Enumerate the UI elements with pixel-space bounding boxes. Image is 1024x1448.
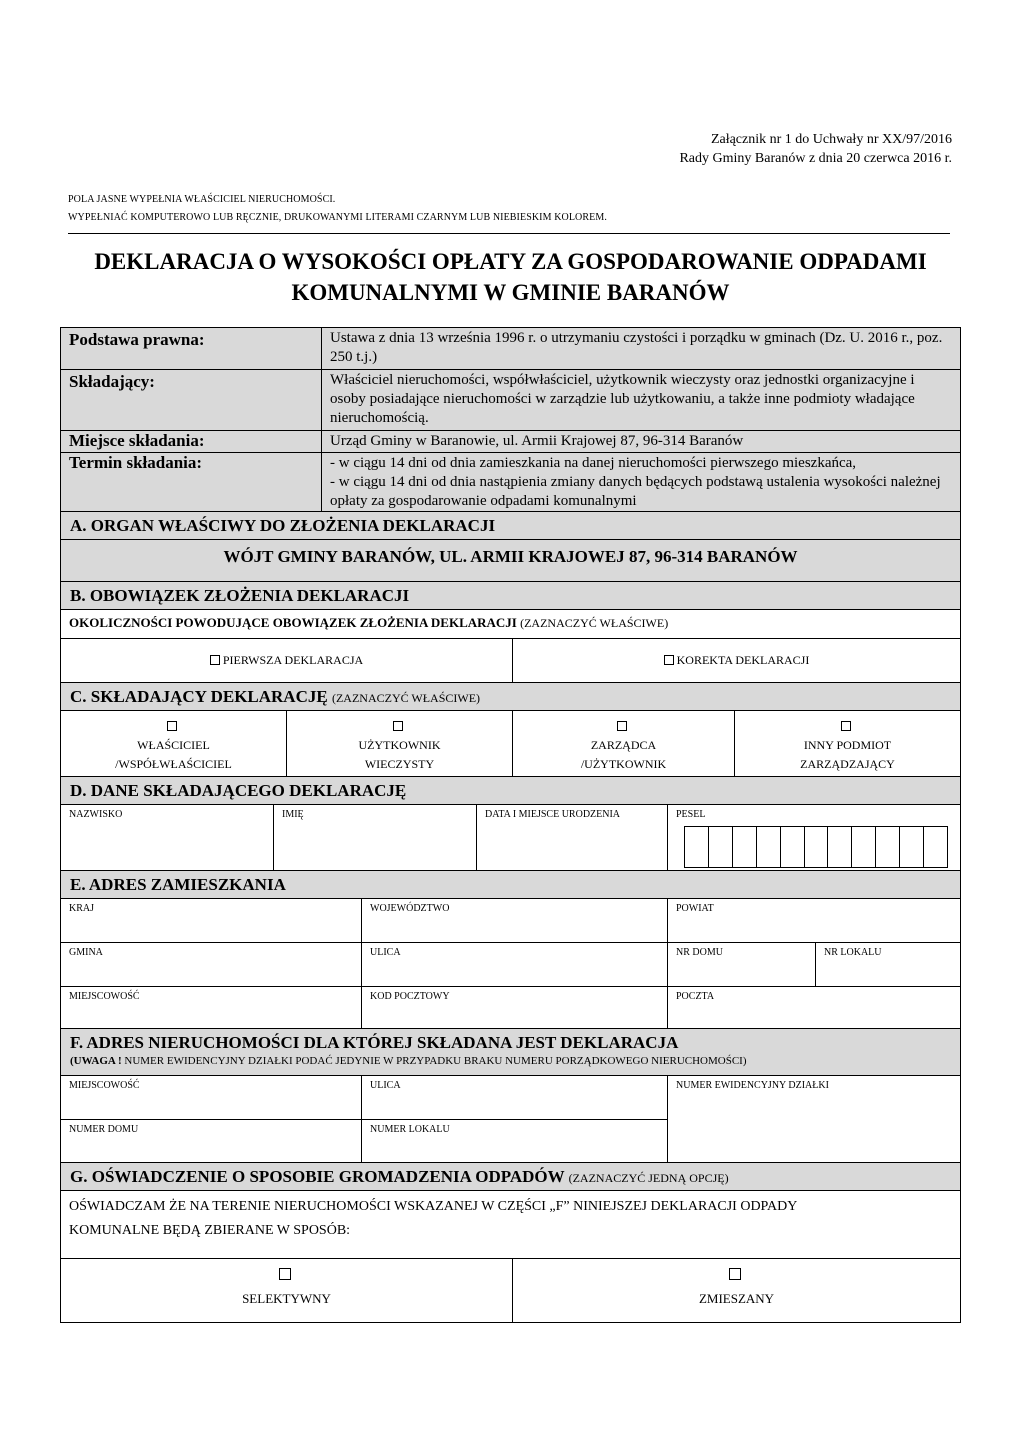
field-pesel[interactable] xyxy=(667,805,960,870)
podstawa-value: Ustawa z dnia 13 września 1996 r. o utrzymaniu czystości i porządku w gminach (Dz. U. 2016 r., poz. 250 t.j.) xyxy=(321,328,960,369)
field-kod-label: KOD POCZTOWY xyxy=(370,991,450,1002)
section-f-note-text: NUMER EWIDENCYJNY DZIAŁKI PODAĆ JEDYNIE W PRZYPADKU BRAKU NUMERU PORZĄDKOWEGO NIERUCHOMOŚCI) xyxy=(121,1055,747,1067)
field-poczta-label: POCZTA xyxy=(676,991,715,1002)
section-b-header xyxy=(61,581,960,609)
title-line-2: KOMUNALNYMI W GMINIE BARANÓW xyxy=(291,280,730,305)
field-f-numer-domu-label: NUMER DOMU xyxy=(69,1124,139,1135)
termin-value-2: - w ciągu 14 dni od dnia nastąpienia zmiany danych będących podstawą ustalenia wysokości należnej opłaty za gospodarowanie odpadami komunalnymi xyxy=(330,474,941,509)
row-termin xyxy=(61,452,960,511)
annex-note xyxy=(679,130,952,168)
instruction-line-2: WYPEŁNIAĆ KOMPUTEROWO LUB RĘCZNIE, DRUKOWANYMI LITERAMI CZARNYM LUB NIEBIESKIM KOLOREM. xyxy=(68,212,607,223)
field-f-miejscowosc[interactable] xyxy=(61,1076,361,1119)
field-imie[interactable] xyxy=(273,805,476,870)
option-wlasciciel[interactable] xyxy=(61,711,286,776)
section-g-note: (ZAZNACZYĆ JEDNĄ OPCJĘ) xyxy=(568,1171,729,1185)
checkbox-selektywny[interactable] xyxy=(279,1268,291,1280)
checkbox-inny[interactable] xyxy=(841,721,851,731)
section-f-heading-wrap xyxy=(61,1029,960,1075)
section-d-heading: D. DANE SKŁADAJĄCEGO DEKLARACJĘ xyxy=(70,781,407,800)
section-f-row-1 xyxy=(61,1076,667,1120)
field-miejscowosc-label: MIEJSCOWOŚĆ xyxy=(69,991,140,1002)
section-f-heading: F. ADRES NIERUCHOMOŚCI DLA KTÓREJ SKŁADANA JEST DEKLARACJA xyxy=(70,1033,679,1052)
section-g-text-2: KOMUNALNE BĘDĄ ZBIERANE W SPOSÓB: xyxy=(69,1223,351,1238)
section-g-options xyxy=(61,1258,960,1322)
checkbox-pierwsza[interactable] xyxy=(210,655,220,665)
section-f-left xyxy=(61,1076,667,1162)
field-f-numer-domu[interactable] xyxy=(61,1120,361,1162)
row-podstawa xyxy=(61,328,960,369)
option-wlasciciel-line-2: /WSPÓŁWŁAŚCICIEL xyxy=(115,757,232,771)
section-b-heading: B. OBOWIĄZEK ZŁOŻENIA DEKLARACJI xyxy=(70,586,410,605)
field-nazwisko-label: NAZWISKO xyxy=(69,809,123,820)
field-powiat[interactable] xyxy=(667,899,960,942)
section-g-text-row xyxy=(61,1190,960,1258)
section-a-header xyxy=(61,511,960,539)
field-miejscowosc[interactable] xyxy=(61,987,361,1028)
option-zmieszany-label: ZMIESZANY xyxy=(698,1291,775,1306)
field-nazwisko[interactable] xyxy=(61,805,273,870)
checkbox-zmieszany[interactable] xyxy=(729,1268,741,1280)
option-selektywny[interactable] xyxy=(61,1259,512,1322)
field-data-label: DATA I MIEJSCE URODZENIA xyxy=(485,809,621,820)
section-a-value-row xyxy=(61,539,960,581)
row-miejsce xyxy=(61,430,960,452)
termin-value xyxy=(321,453,960,511)
podstawa-label: Podstawa prawna: xyxy=(69,330,205,349)
checkbox-uzytkownik[interactable] xyxy=(393,721,403,731)
field-f-ulica-label: ULICA xyxy=(370,1080,401,1091)
option-zarzadca-line-1: ZARZĄDCA xyxy=(590,738,657,752)
page-title xyxy=(60,246,961,308)
option-zarzadca-line-2: /UŻYTKOWNIK xyxy=(580,757,667,771)
checkbox-wlasciciel[interactable] xyxy=(167,721,177,731)
section-c-heading: C. SKŁADAJĄCY DEKLARACJĘ xyxy=(70,687,328,706)
field-wojewodztwo[interactable] xyxy=(361,899,667,942)
field-wojewodztwo-label: WOJEWÓDZTWO xyxy=(370,903,450,914)
field-nr-domu[interactable] xyxy=(667,943,815,986)
section-a-heading: A. ORGAN WŁAŚCIWY DO ZŁOŻENIA DEKLARACJI xyxy=(70,516,496,535)
section-b-sub-text: OKOLICZNOŚCI POWODUJĄCE OBOWIĄZEK ZŁOŻENIA DEKLARACJI xyxy=(69,615,517,630)
section-f-note xyxy=(70,1053,951,1069)
section-f-header xyxy=(61,1028,960,1075)
option-inny[interactable] xyxy=(734,711,960,776)
section-b-sub xyxy=(61,610,960,638)
section-c-options xyxy=(61,710,960,776)
checkbox-zarzadca[interactable] xyxy=(617,721,627,731)
option-zmieszany[interactable] xyxy=(512,1259,960,1322)
section-e-header xyxy=(61,870,960,898)
field-pesel-label: PESEL xyxy=(676,809,706,820)
field-kod-pocztowy[interactable] xyxy=(361,987,667,1028)
section-f-note-bold: (UWAGA ! xyxy=(70,1055,122,1067)
section-g-heading: G. OŚWIADCZENIE O SPOSOBIE GROMADZENIA ODPADÓW xyxy=(70,1167,565,1186)
option-zarzadca[interactable] xyxy=(512,711,734,776)
option-uzytkownik[interactable] xyxy=(286,711,512,776)
field-data-urodzenia[interactable] xyxy=(476,805,667,870)
field-powiat-label: POWIAT xyxy=(676,903,714,914)
pesel-grid[interactable] xyxy=(684,826,948,868)
section-e-row-1 xyxy=(61,898,960,942)
section-b-options xyxy=(61,638,960,682)
field-f-numer-lokalu[interactable] xyxy=(361,1120,667,1162)
section-g-header xyxy=(61,1162,960,1190)
section-f-row-2 xyxy=(61,1120,667,1162)
section-g-heading-wrap xyxy=(61,1163,960,1190)
field-imie-label: IMIĘ xyxy=(282,809,304,820)
row-skladajacy xyxy=(61,369,960,430)
section-f-fields xyxy=(61,1075,960,1162)
option-uzytkownik-line-1: UŻYTKOWNIK xyxy=(358,738,441,752)
option-wlasciciel-line-1: WŁAŚCICIEL xyxy=(137,738,210,752)
section-d-header xyxy=(61,776,960,804)
section-d-fields xyxy=(61,804,960,870)
option-pierwsza[interactable] xyxy=(61,639,512,682)
option-korekta-label: KOREKTA DEKLARACJI xyxy=(676,653,810,667)
section-e-row-2 xyxy=(61,942,960,986)
field-kraj[interactable] xyxy=(61,899,361,942)
section-c-note: (ZAZNACZYĆ WŁAŚCIWE) xyxy=(331,691,481,705)
miejsce-label: Miejsce składania: xyxy=(69,431,205,450)
organ-value: WÓJT GMINY BARANÓW, UL. ARMII KRAJOWEJ 87, 96-314 BARANÓW xyxy=(223,547,798,566)
option-inny-line-2: ZARZĄDZAJĄCY xyxy=(800,757,895,771)
miejsce-value: Urząd Gminy w Baranowie, ul. Armii Krajowej 87, 96-314 Baranów xyxy=(321,431,960,452)
instruction-line-1: POLA JASNE WYPEŁNIA WŁAŚCICIEL NIERUCHOMOŚCI. xyxy=(68,194,336,205)
checkbox-korekta[interactable] xyxy=(664,655,674,665)
field-f-numer-dzialki-label: NUMER EWIDENCYJNY DZIAŁKI xyxy=(676,1080,829,1091)
header-divider xyxy=(68,233,950,234)
field-kraj-label: KRAJ xyxy=(69,903,95,914)
field-f-ulica[interactable] xyxy=(361,1076,667,1119)
declaration-form xyxy=(60,327,961,1323)
annex-line-2: Rady Gminy Baranów z dnia 20 czerwca 2016 r. xyxy=(679,151,952,166)
field-ulica[interactable] xyxy=(361,943,667,986)
field-gmina-label: GMINA xyxy=(69,947,103,958)
section-c-header xyxy=(61,682,960,710)
annex-line-1: Załącznik nr 1 do Uchwały nr XX/97/2016 xyxy=(710,132,952,147)
section-e-heading: E. ADRES ZAMIESZKANIA xyxy=(70,875,286,894)
field-gmina[interactable] xyxy=(61,943,361,986)
section-g-text xyxy=(61,1191,805,1258)
section-b-sub-row xyxy=(61,609,960,638)
section-c-heading-wrap xyxy=(61,683,960,710)
option-korekta[interactable] xyxy=(512,639,960,682)
termin-label: Termin składania: xyxy=(69,453,203,472)
field-nr-lokalu-label: NR LOKALU xyxy=(824,947,882,958)
field-poczta[interactable] xyxy=(667,987,960,1028)
section-g-text-1: OŚWIADCZAM ŻE NA TERENIE NIERUCHOMOŚCI WSKAZANEJ W CZĘŚCI „F” NINIEJSZEJ DEKLARACJI ODPADY xyxy=(69,1199,798,1214)
option-pierwsza-label: PIERWSZA DEKLARACJA xyxy=(222,653,364,667)
skladajacy-value: Właściciel nieruchomości, współwłaściciel, użytkownik wieczysty oraz jednostki organizacyjne i osoby posiadające nieruchomości w zarządzie lub użytkowaniu, a także inne podmioty władające nieruchomością. xyxy=(321,370,960,430)
field-nr-lokalu[interactable] xyxy=(815,943,960,986)
option-uzytkownik-line-2: WIECZYSTY xyxy=(364,757,435,771)
field-f-numer-lokalu-label: NUMER LOKALU xyxy=(370,1124,450,1135)
skladajacy-label: Składający: xyxy=(69,372,155,391)
field-ulica-label: ULICA xyxy=(370,947,401,958)
option-inny-line-1: INNY PODMIOT xyxy=(803,738,892,752)
field-f-miejscowosc-label: MIEJSCOWOŚĆ xyxy=(69,1080,140,1091)
field-nr-domu-label: NR DOMU xyxy=(676,947,723,958)
section-e-row-3 xyxy=(61,986,960,1028)
option-selektywny-label: SELEKTYWNY xyxy=(242,1291,331,1306)
field-f-numer-dzialki[interactable] xyxy=(667,1076,960,1162)
title-line-1: DEKLARACJA O WYSOKOŚCI OPŁATY ZA GOSPODAROWANIE ODPADAMI xyxy=(94,249,927,274)
termin-value-1: - w ciągu 14 dni od dnia zamieszkania na danej nieruchomości pierwszego mieszkańca, xyxy=(330,455,857,471)
section-b-sub-note: (ZAZNACZYĆ WŁAŚCIWE) xyxy=(520,616,669,630)
